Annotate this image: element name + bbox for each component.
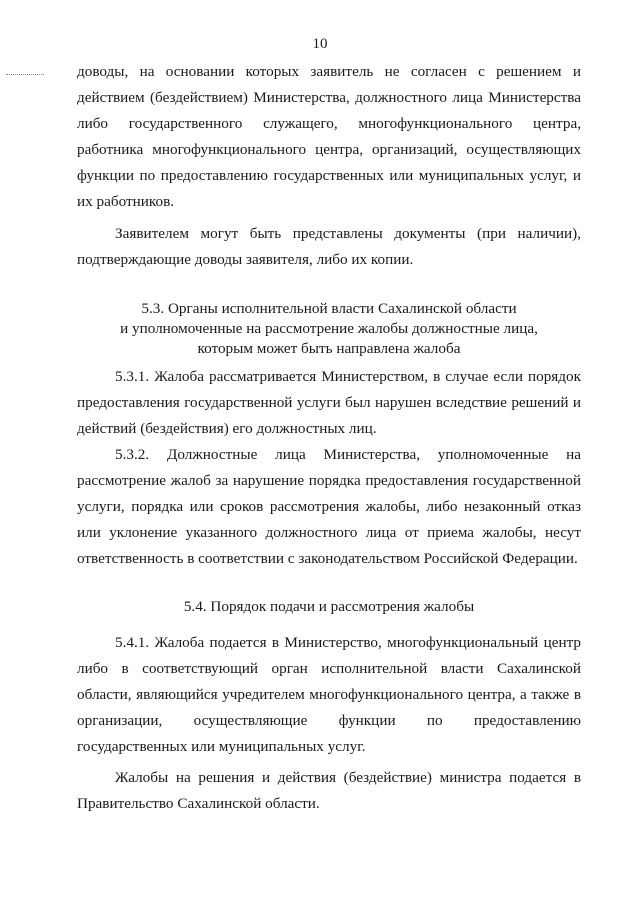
paragraph-complaint-arguments: доводы, на основании которых заявитель не согласен с решением и действием (бездействием) Министерства, должностного лица Министерства либо государственного служащего, многофункционального центра, работника многофункционального центра, организаций, осуществляющих функции по предоставлению государственных или муниципальных услуг, и их работников. — [77, 63, 581, 210]
section-heading-5-3 — [77, 299, 581, 359]
paragraph-minister-complaints: Жалобы на решения и действия (бездействие) министра подается в Правительство Сахалинской области. — [77, 769, 581, 812]
paragraph-5-4-1: 5.4.1. Жалоба подается в Министерство, многофункциональный центр либо в соответствующий орган исполнительной власти Сахалинской области, являющийся учредителем многофункционального центра, а также в организации, осуществляющие функции по предоставлению государственных или муниципальных услуг. — [77, 634, 581, 755]
section-heading-5-3-line1: 5.3. Органы исполнительной власти Сахалинской области — [141, 300, 517, 317]
section-heading-5-3-line3: которым может быть направлена жалоба — [197, 340, 461, 357]
paragraph-5-3-2: 5.3.2. Должностные лица Министерства, уполномоченные на рассмотрение жалоб за нарушение порядка предоставления государственной услуги, порядка или сроков рассмотрения жалобы, либо незаконный отказ или уклонение указанного должностного лица от приема жалобы, несут ответственность в соответствии с законодательством Российской Федерации. — [77, 446, 581, 567]
paragraph-supporting-documents: Заявителем могут быть представлены документы (при наличии), подтверждающие доводы заявителя, либо их копии. — [77, 225, 581, 268]
page-number: 10 — [312, 36, 328, 52]
section-heading-5-4: 5.4. Порядок подачи и рассмотрения жалобы — [183, 598, 475, 615]
paragraph-5-3-1: 5.3.1. Жалоба рассматривается Министерством, в случае если порядок предоставления государственной услуги был нарушен вследствие решений и действий (бездействия) его должностных лиц. — [77, 368, 581, 437]
scan-artifact — [6, 74, 44, 77]
section-heading-5-3-line2: и уполномоченные на рассмотрение жалобы должностные лица, — [120, 320, 538, 337]
